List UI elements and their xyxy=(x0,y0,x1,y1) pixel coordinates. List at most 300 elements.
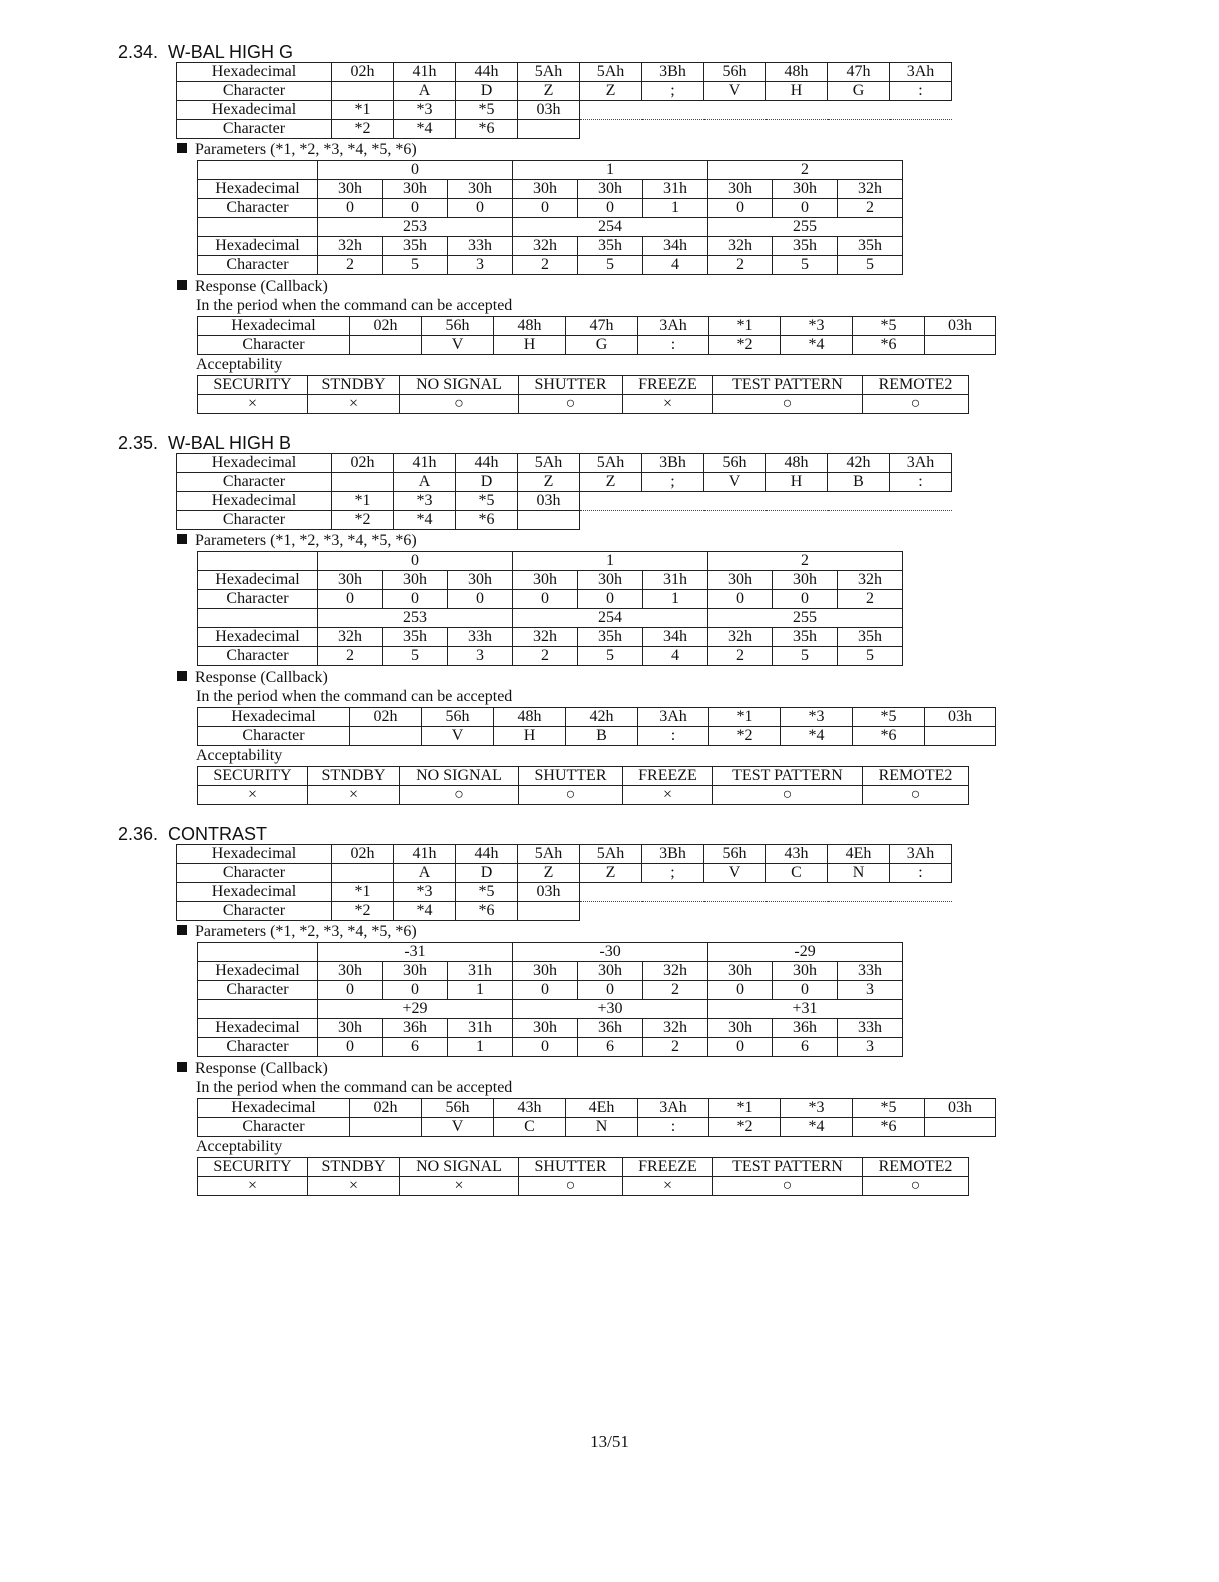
char-cell: 2 xyxy=(643,1038,708,1057)
char-cell: 0 xyxy=(383,199,448,218)
acceptability-mark: × xyxy=(308,786,400,805)
table-row xyxy=(198,1099,996,1118)
char-cell: 5 xyxy=(838,647,903,666)
row-label: Character xyxy=(177,82,332,101)
acceptability-mark: × xyxy=(308,395,400,414)
char-cell: D xyxy=(456,864,518,883)
hex-cell: 41h xyxy=(394,845,456,864)
empty-cell xyxy=(642,511,704,530)
char-cell: H xyxy=(494,336,566,355)
parameters-label xyxy=(196,531,417,550)
column-header: SHUTTER xyxy=(519,1158,623,1177)
hex-cell: 02h xyxy=(350,317,422,336)
parameter-value-header: +30 xyxy=(513,1000,708,1019)
char-cell: 0 xyxy=(448,199,513,218)
hex-cell: 32h xyxy=(513,237,578,256)
hex-cell: 35h xyxy=(578,628,643,647)
char-cell: 6 xyxy=(578,1038,643,1057)
char-cell: 5 xyxy=(383,647,448,666)
char-cell: A xyxy=(394,82,456,101)
char-cell: ; xyxy=(642,82,704,101)
period-note: In the period when the command can be accepted xyxy=(196,297,513,314)
row-label: Hexadecimal xyxy=(177,63,332,82)
acceptability-label: Acceptability xyxy=(196,1138,283,1155)
char-cell: 4 xyxy=(643,647,708,666)
acceptability-mark: ○ xyxy=(400,395,519,414)
row-label: Hexadecimal xyxy=(198,962,318,981)
char-cell xyxy=(518,511,580,530)
acceptability-label: Acceptability xyxy=(196,747,283,764)
row-label: Character xyxy=(177,511,332,530)
hex-cell: 43h xyxy=(766,845,828,864)
parameter-value-header: 253 xyxy=(318,218,513,237)
table-row xyxy=(198,962,903,981)
acceptability-mark: ○ xyxy=(713,395,863,414)
char-cell: H xyxy=(766,473,828,492)
row-label: Hexadecimal xyxy=(177,883,332,902)
acceptability-table xyxy=(197,766,969,805)
char-cell: D xyxy=(456,473,518,492)
char-cell: C xyxy=(766,864,828,883)
char-cell: 0 xyxy=(513,981,578,1000)
table-row xyxy=(198,767,969,786)
table-row xyxy=(177,82,952,101)
acceptability-mark: ○ xyxy=(519,395,623,414)
parameters-label xyxy=(196,922,417,941)
column-header: STNDBY xyxy=(308,767,400,786)
response-text: Response (Callback) xyxy=(195,278,328,295)
acceptability-mark: × xyxy=(308,1177,400,1196)
hex-cell: 48h xyxy=(494,708,566,727)
hex-cell: 36h xyxy=(773,1019,838,1038)
section-number: 2.34. xyxy=(118,42,159,62)
acceptability-mark: ○ xyxy=(713,1177,863,1196)
char-cell: 0 xyxy=(383,590,448,609)
hex-cell: 48h xyxy=(766,63,828,82)
char-cell: 3 xyxy=(448,647,513,666)
empty-cell xyxy=(198,609,318,628)
response-label xyxy=(196,277,328,296)
hex-cell: 56h xyxy=(704,63,766,82)
row-label: Character xyxy=(198,336,350,355)
empty-cell xyxy=(642,120,704,139)
char-cell: Z xyxy=(580,473,642,492)
empty-cell xyxy=(642,101,704,120)
char-cell: 0 xyxy=(318,199,383,218)
parameters-table xyxy=(197,551,903,666)
column-header: SECURITY xyxy=(198,1158,308,1177)
table-row xyxy=(198,256,903,275)
acceptability-mark: ○ xyxy=(519,786,623,805)
hex-cell: 30h xyxy=(383,180,448,199)
hex-cell: 03h xyxy=(925,1099,996,1118)
row-label: Hexadecimal xyxy=(177,454,332,473)
hex-cell: 32h xyxy=(838,180,903,199)
char-cell: 6 xyxy=(773,1038,838,1057)
hex-cell: *1 xyxy=(709,317,781,336)
hex-cell: 30h xyxy=(318,1019,383,1038)
row-label: Character xyxy=(177,864,332,883)
char-cell: G xyxy=(828,82,890,101)
char-cell xyxy=(518,902,580,921)
char-cell: *2 xyxy=(709,1118,781,1137)
empty-cell xyxy=(766,492,828,511)
parameter-value-header: 254 xyxy=(513,609,708,628)
char-cell: V xyxy=(704,82,766,101)
table-row xyxy=(177,473,952,492)
hex-cell: 56h xyxy=(704,454,766,473)
hex-cell: 4Eh xyxy=(566,1099,638,1118)
hex-cell: 31h xyxy=(643,180,708,199)
hex-cell: 35h xyxy=(383,628,448,647)
char-cell: *6 xyxy=(456,902,518,921)
acceptability-mark: ○ xyxy=(863,395,969,414)
char-cell: 0 xyxy=(578,981,643,1000)
char-cell: 0 xyxy=(578,199,643,218)
char-cell: *2 xyxy=(332,511,394,530)
hex-cell: 31h xyxy=(643,571,708,590)
hex-cell: 32h xyxy=(643,1019,708,1038)
parameter-value-header: -29 xyxy=(708,943,903,962)
empty-cell xyxy=(890,120,952,139)
empty-cell xyxy=(198,218,318,237)
hex-cell: 32h xyxy=(643,962,708,981)
hex-cell: 5Ah xyxy=(518,845,580,864)
empty-cell xyxy=(828,902,890,921)
column-header: REMOTE2 xyxy=(863,376,969,395)
hex-cell: 33h xyxy=(838,962,903,981)
hex-cell: 34h xyxy=(643,628,708,647)
char-cell: *4 xyxy=(394,120,456,139)
hex-cell: 30h xyxy=(513,1019,578,1038)
hex-cell: 56h xyxy=(422,1099,494,1118)
table-row xyxy=(198,336,996,355)
response-table xyxy=(197,707,996,746)
char-cell: 1 xyxy=(643,199,708,218)
hex-cell: *5 xyxy=(853,317,925,336)
char-cell: 0 xyxy=(318,590,383,609)
char-cell xyxy=(518,120,580,139)
hex-cell: 36h xyxy=(578,1019,643,1038)
char-cell: Z xyxy=(518,864,580,883)
hex-cell: 03h xyxy=(518,101,580,120)
empty-cell xyxy=(704,902,766,921)
parameter-value-header: 253 xyxy=(318,609,513,628)
char-cell xyxy=(925,727,996,746)
parameter-value-header: -30 xyxy=(513,943,708,962)
hex-cell: 56h xyxy=(422,708,494,727)
acceptability-mark: × xyxy=(623,1177,713,1196)
table-row xyxy=(198,552,903,571)
hex-cell: *3 xyxy=(781,708,853,727)
char-cell: *4 xyxy=(394,902,456,921)
hex-cell: 3Ah xyxy=(890,845,952,864)
char-cell: N xyxy=(828,864,890,883)
hex-cell: 35h xyxy=(578,237,643,256)
char-cell: G xyxy=(566,336,638,355)
hex-cell: 30h xyxy=(708,962,773,981)
parameters-text: Parameters (*1, *2, *3, *4, *5, *6) xyxy=(195,532,417,549)
table-row xyxy=(198,199,903,218)
parameter-value-header: +29 xyxy=(318,1000,513,1019)
parameter-value-header: 2 xyxy=(708,161,903,180)
hex-cell: 02h xyxy=(332,845,394,864)
command-table xyxy=(176,844,952,921)
hex-cell: 48h xyxy=(494,317,566,336)
table-row xyxy=(198,943,903,962)
char-cell: V xyxy=(422,336,494,355)
char-cell xyxy=(350,336,422,355)
table-row xyxy=(177,902,952,921)
hex-cell: 47h xyxy=(828,63,890,82)
empty-cell xyxy=(766,883,828,902)
char-cell: V xyxy=(422,1118,494,1137)
acceptability-mark: × xyxy=(198,786,308,805)
empty-cell xyxy=(704,883,766,902)
char-cell: *6 xyxy=(853,336,925,355)
parameter-value-header: -31 xyxy=(318,943,513,962)
column-header: NO SIGNAL xyxy=(400,1158,519,1177)
parameters-label xyxy=(196,140,417,159)
char-cell: B xyxy=(566,727,638,746)
char-cell: *6 xyxy=(853,727,925,746)
char-cell: Z xyxy=(518,473,580,492)
section-number: 2.35. xyxy=(118,433,159,453)
table-row xyxy=(198,590,903,609)
char-cell: *6 xyxy=(456,511,518,530)
parameters-table xyxy=(197,942,903,1057)
table-row xyxy=(198,1118,996,1137)
hex-cell: 02h xyxy=(350,708,422,727)
hex-cell: 03h xyxy=(518,883,580,902)
row-label: Hexadecimal xyxy=(198,180,318,199)
table-row xyxy=(198,1038,903,1057)
empty-cell xyxy=(766,120,828,139)
table-row xyxy=(198,981,903,1000)
hex-cell: 42h xyxy=(566,708,638,727)
row-label: Hexadecimal xyxy=(198,628,318,647)
hex-cell: 41h xyxy=(394,63,456,82)
char-cell: A xyxy=(394,864,456,883)
char-cell xyxy=(350,727,422,746)
parameter-value-header: 255 xyxy=(708,609,903,628)
char-cell: 4 xyxy=(643,256,708,275)
char-cell: C xyxy=(494,1118,566,1137)
row-label: Character xyxy=(198,1118,350,1137)
hex-cell: 35h xyxy=(383,237,448,256)
parameters-text: Parameters (*1, *2, *3, *4, *5, *6) xyxy=(195,923,417,940)
hex-cell: 30h xyxy=(773,962,838,981)
hex-cell: 56h xyxy=(422,317,494,336)
char-cell: 0 xyxy=(773,981,838,1000)
acceptability-mark: × xyxy=(623,786,713,805)
section-heading xyxy=(118,824,267,844)
hex-cell: 33h xyxy=(448,237,513,256)
char-cell: A xyxy=(394,473,456,492)
bullet-square-icon xyxy=(177,280,187,290)
section-heading xyxy=(118,433,291,453)
section-number: 2.36. xyxy=(118,824,159,844)
empty-cell xyxy=(642,883,704,902)
empty-cell xyxy=(198,943,318,962)
hex-cell: 4Eh xyxy=(828,845,890,864)
char-cell: ; xyxy=(642,864,704,883)
parameter-value-header: 254 xyxy=(513,218,708,237)
empty-cell xyxy=(580,120,642,139)
char-cell: 1 xyxy=(448,981,513,1000)
char-cell xyxy=(332,473,394,492)
period-note: In the period when the command can be accepted xyxy=(196,1079,513,1096)
column-header: TEST PATTERN xyxy=(713,1158,863,1177)
response-label xyxy=(196,668,328,687)
row-label: Hexadecimal xyxy=(177,101,332,120)
char-cell: D xyxy=(456,82,518,101)
char-cell: 3 xyxy=(838,1038,903,1057)
column-header: STNDBY xyxy=(308,376,400,395)
response-text: Response (Callback) xyxy=(195,1060,328,1077)
hex-cell: 5Ah xyxy=(580,454,642,473)
table-row xyxy=(198,647,903,666)
response-label xyxy=(196,1059,328,1078)
hex-cell: 02h xyxy=(332,454,394,473)
hex-cell: 32h xyxy=(838,571,903,590)
row-label: Hexadecimal xyxy=(198,571,318,590)
empty-cell xyxy=(828,492,890,511)
acceptability-table xyxy=(197,1157,969,1196)
empty-cell xyxy=(890,492,952,511)
hex-cell: 31h xyxy=(448,1019,513,1038)
empty-cell xyxy=(704,492,766,511)
char-cell: 0 xyxy=(708,1038,773,1057)
table-row xyxy=(198,180,903,199)
char-cell xyxy=(925,1118,996,1137)
acceptability-mark: ○ xyxy=(863,786,969,805)
hex-cell: 5Ah xyxy=(580,845,642,864)
column-header: REMOTE2 xyxy=(863,1158,969,1177)
row-label: Hexadecimal xyxy=(177,492,332,511)
hex-cell: 30h xyxy=(513,571,578,590)
hex-cell: *3 xyxy=(394,101,456,120)
acceptability-label: Acceptability xyxy=(196,356,283,373)
char-cell: *4 xyxy=(781,1118,853,1137)
hex-cell: 44h xyxy=(456,63,518,82)
section-title: CONTRAST xyxy=(168,824,268,844)
char-cell: 0 xyxy=(708,199,773,218)
empty-cell xyxy=(704,101,766,120)
table-row xyxy=(177,120,952,139)
char-cell: 2 xyxy=(513,647,578,666)
char-cell: ; xyxy=(642,473,704,492)
table-row xyxy=(198,609,903,628)
empty-cell xyxy=(766,101,828,120)
char-cell: 5 xyxy=(773,256,838,275)
parameter-value-header: 255 xyxy=(708,218,903,237)
table-row xyxy=(198,1177,969,1196)
char-cell: : xyxy=(890,864,952,883)
table-row xyxy=(177,883,952,902)
hex-cell: 36h xyxy=(383,1019,448,1038)
hex-cell: 3Ah xyxy=(890,63,952,82)
hex-cell: 35h xyxy=(773,237,838,256)
empty-cell xyxy=(642,902,704,921)
hex-cell: 43h xyxy=(494,1099,566,1118)
hex-cell: *5 xyxy=(456,883,518,902)
char-cell: 0 xyxy=(773,590,838,609)
table-row xyxy=(198,1158,969,1177)
char-cell: 0 xyxy=(708,590,773,609)
row-label: Character xyxy=(198,199,318,218)
table-row xyxy=(177,492,952,511)
char-cell: 2 xyxy=(838,199,903,218)
char-cell: *4 xyxy=(781,727,853,746)
hex-cell: 32h xyxy=(513,628,578,647)
hex-cell: 3Bh xyxy=(642,63,704,82)
bullet-square-icon xyxy=(177,1062,187,1072)
empty-cell xyxy=(580,883,642,902)
hex-cell: 44h xyxy=(456,454,518,473)
hex-cell: 33h xyxy=(838,1019,903,1038)
char-cell xyxy=(332,82,394,101)
hex-cell: 30h xyxy=(513,180,578,199)
hex-cell: 30h xyxy=(513,962,578,981)
char-cell: *2 xyxy=(709,336,781,355)
parameter-value-header: +31 xyxy=(708,1000,903,1019)
char-cell: 1 xyxy=(448,1038,513,1057)
table-row xyxy=(198,1000,903,1019)
column-header: TEST PATTERN xyxy=(713,767,863,786)
empty-cell xyxy=(828,511,890,530)
acceptability-mark: × xyxy=(400,1177,519,1196)
char-cell: 5 xyxy=(773,647,838,666)
char-cell: N xyxy=(566,1118,638,1137)
hex-cell: *1 xyxy=(332,883,394,902)
hex-cell: *3 xyxy=(394,492,456,511)
char-cell: 2 xyxy=(838,590,903,609)
char-cell: V xyxy=(704,473,766,492)
row-label: Hexadecimal xyxy=(198,708,350,727)
hex-cell: 03h xyxy=(925,708,996,727)
char-cell: 2 xyxy=(318,256,383,275)
hex-cell: 30h xyxy=(448,180,513,199)
empty-cell xyxy=(766,902,828,921)
char-cell: : xyxy=(638,727,709,746)
char-cell: 0 xyxy=(513,199,578,218)
char-cell: H xyxy=(766,82,828,101)
char-cell: 0 xyxy=(513,590,578,609)
table-row xyxy=(177,864,952,883)
column-header: NO SIGNAL xyxy=(400,376,519,395)
table-row xyxy=(177,101,952,120)
empty-cell xyxy=(580,492,642,511)
char-cell: 3 xyxy=(448,256,513,275)
char-cell: 3 xyxy=(838,981,903,1000)
char-cell: 2 xyxy=(708,647,773,666)
char-cell: Z xyxy=(580,82,642,101)
hex-cell: 02h xyxy=(332,63,394,82)
char-cell: 0 xyxy=(773,199,838,218)
row-label: Character xyxy=(177,120,332,139)
response-table xyxy=(197,1098,996,1137)
char-cell: 5 xyxy=(578,256,643,275)
column-header: TEST PATTERN xyxy=(713,376,863,395)
hex-cell: *1 xyxy=(709,708,781,727)
row-label: Hexadecimal xyxy=(198,317,350,336)
parameter-value-header: 0 xyxy=(318,161,513,180)
hex-cell: *5 xyxy=(456,492,518,511)
row-label: Character xyxy=(198,727,350,746)
hex-cell: 32h xyxy=(708,237,773,256)
table-row xyxy=(198,727,996,746)
